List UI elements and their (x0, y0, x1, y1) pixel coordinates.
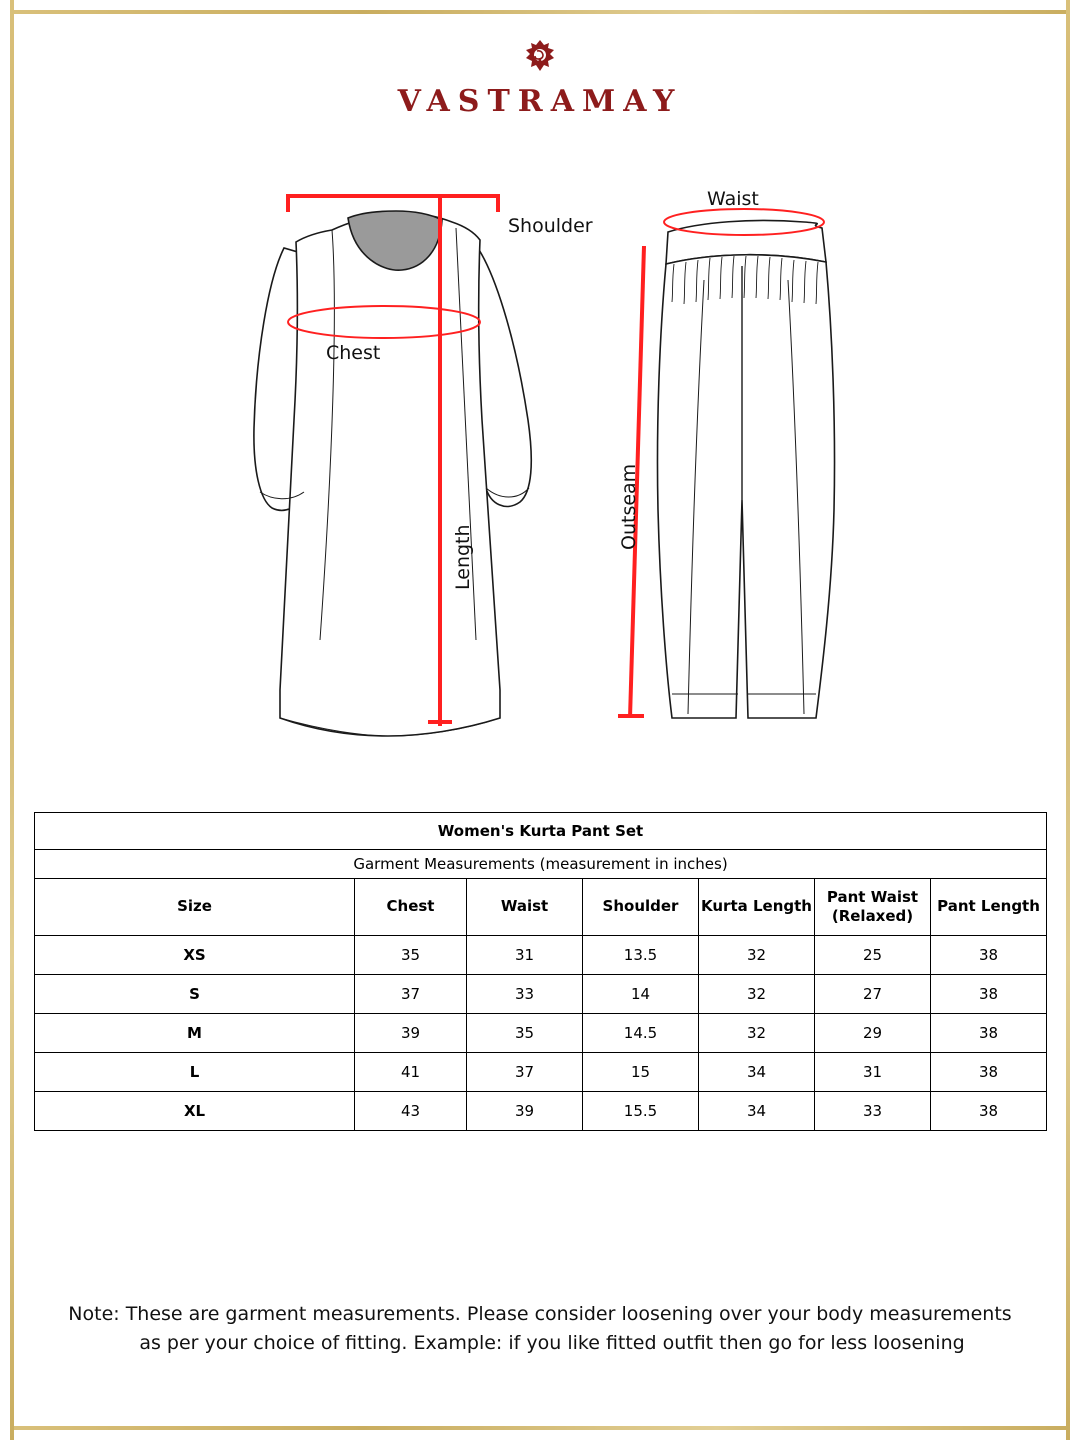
cell-chest: 41 (355, 1053, 467, 1092)
size-table-container (34, 812, 1046, 1131)
garment-illustration (32, 170, 1048, 790)
cell-size: XL (35, 1092, 355, 1131)
column-header-size: Size (35, 879, 355, 936)
cell-size: L (35, 1053, 355, 1092)
column-header-pant-waist-line1: Pant Waist (826, 887, 919, 906)
cell-kurta-length: 34 (699, 1092, 815, 1131)
cell-pant-waist: 27 (815, 975, 931, 1014)
table-title: Women's Kurta Pant Set (35, 813, 1047, 850)
table-subtitle-row (35, 850, 1047, 879)
table-title-row (35, 813, 1047, 850)
cell-kurta-length: 32 (699, 936, 815, 975)
cell-kurta-length: 32 (699, 1014, 815, 1053)
size-table (34, 812, 1047, 1131)
cell-pant-length: 38 (931, 1092, 1047, 1131)
shoulder-measure-line (288, 196, 498, 212)
cell-kurta-length: 34 (699, 1053, 815, 1092)
cell-chest: 37 (355, 975, 467, 1014)
cell-kurta-length: 32 (699, 975, 815, 1014)
cell-waist: 37 (467, 1053, 583, 1092)
table-row (35, 1014, 1047, 1053)
label-length: Length (452, 524, 474, 590)
column-header-pant-length: Pant Length (931, 879, 1047, 936)
cell-pant-length: 38 (931, 975, 1047, 1014)
brand-header (0, 38, 1080, 119)
cell-pant-waist: 31 (815, 1053, 931, 1092)
table-row (35, 1092, 1047, 1131)
label-waist: Waist (707, 188, 759, 210)
decorative-border-left (10, 0, 14, 1440)
note-block (40, 1300, 1040, 1359)
cell-shoulder: 13.5 (583, 936, 699, 975)
cell-pant-waist: 25 (815, 936, 931, 975)
cell-shoulder: 14 (583, 975, 699, 1014)
cell-shoulder: 15 (583, 1053, 699, 1092)
decorative-border-right (1066, 0, 1070, 1440)
vastramay-logo-icon (520, 38, 560, 78)
column-header-shoulder: Shoulder (583, 879, 699, 936)
pant-drawing (657, 220, 834, 718)
column-header-pant-waist-line2: (Relaxed) (831, 907, 914, 925)
cell-size: XS (35, 936, 355, 975)
cell-pant-length: 38 (931, 1014, 1047, 1053)
label-chest: Chest (326, 342, 381, 364)
cell-chest: 39 (355, 1014, 467, 1053)
cell-size: M (35, 1014, 355, 1053)
cell-waist: 35 (467, 1014, 583, 1053)
cell-waist: 31 (467, 936, 583, 975)
label-outseam: Outseam (618, 463, 640, 550)
cell-waist: 33 (467, 975, 583, 1014)
cell-pant-waist: 33 (815, 1092, 931, 1131)
brand-name: VASTRAMAY (397, 84, 683, 119)
cell-size: S (35, 975, 355, 1014)
label-shoulder: Shoulder (508, 215, 593, 237)
cell-pant-length: 38 (931, 936, 1047, 975)
column-header-kurta-length: Kurta Length (699, 879, 815, 936)
cell-chest: 35 (355, 936, 467, 975)
cell-shoulder: 14.5 (583, 1014, 699, 1053)
column-header-waist: Waist (467, 879, 583, 936)
note-line-1: Note: These are garment measurements. Please consider loosening over your body measurements (68, 1303, 1012, 1325)
column-header-pant-waist (815, 879, 931, 936)
cell-shoulder: 15.5 (583, 1092, 699, 1131)
cell-chest: 43 (355, 1092, 467, 1131)
kurta-drawing (254, 211, 531, 736)
cell-waist: 39 (467, 1092, 583, 1131)
decorative-border-top (10, 10, 1070, 14)
table-row (35, 1053, 1047, 1092)
decorative-border-bottom (10, 1426, 1070, 1430)
table-row (35, 975, 1047, 1014)
cell-pant-waist: 29 (815, 1014, 931, 1053)
table-row (35, 936, 1047, 975)
illustration-svg (32, 170, 1048, 790)
table-header-row (35, 879, 1047, 936)
table-subtitle: Garment Measurements (measurement in inches) (35, 850, 1047, 879)
cell-pant-length: 38 (931, 1053, 1047, 1092)
note-line-2: as per your choice of fitting. Example: if you like fitted outfit then go for less loosening (139, 1332, 965, 1355)
column-header-chest: Chest (355, 879, 467, 936)
